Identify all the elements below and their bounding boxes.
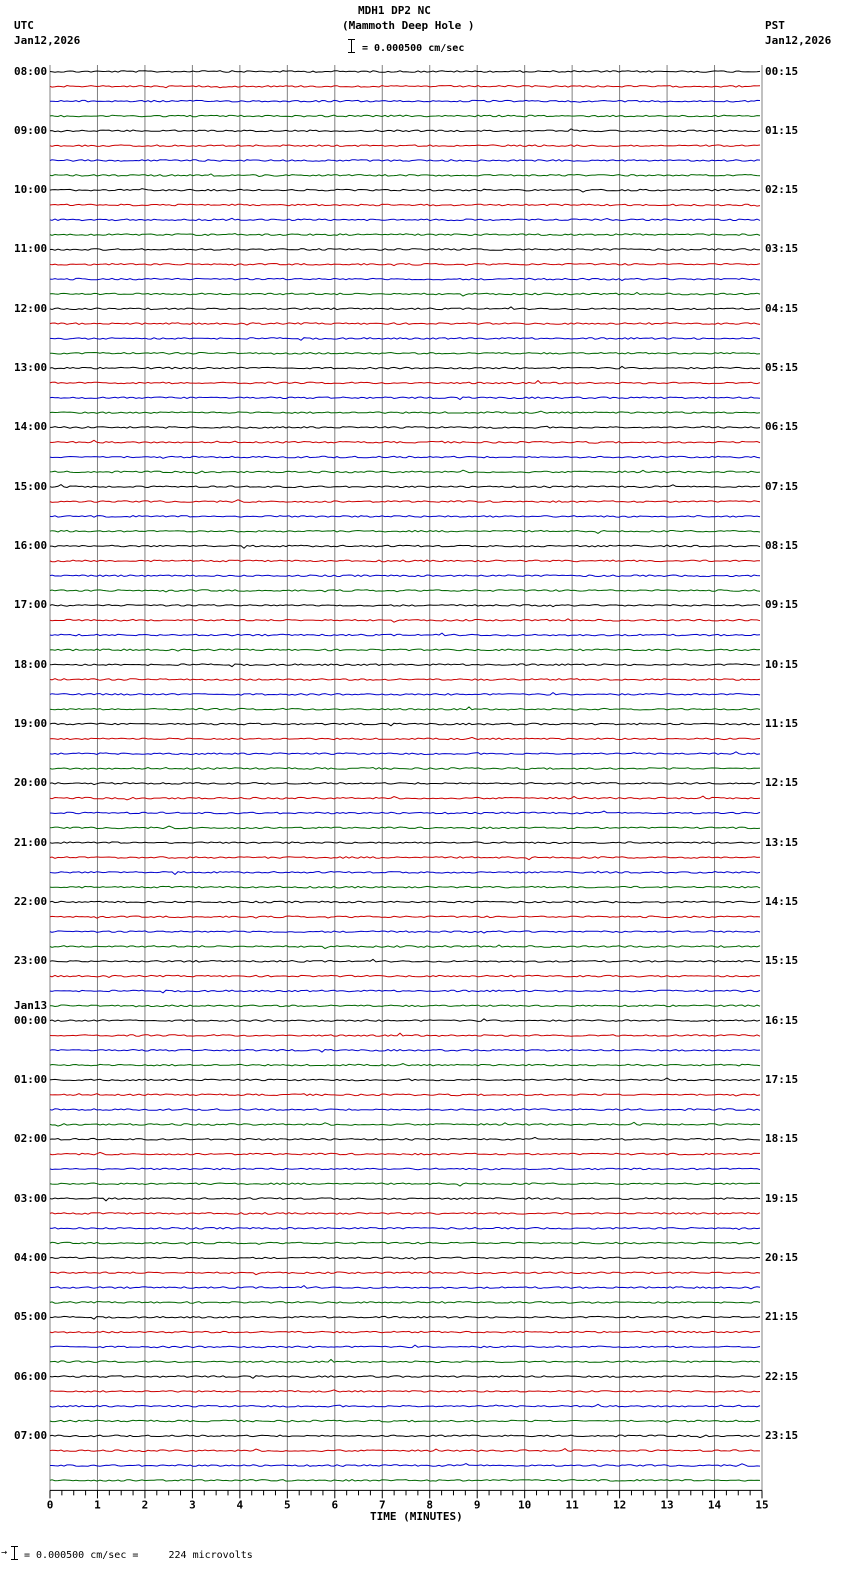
pst-hour-label: 22:15 [765, 1369, 799, 1383]
seismic-trace [50, 693, 760, 696]
footer-scale-bar-icon [14, 1546, 15, 1560]
utc-hour-label: 22:00 [14, 894, 48, 908]
pst-hour-label: 14:15 [765, 894, 799, 908]
pst-hour-label: 07:15 [765, 479, 799, 493]
x-tick-label: 0 [46, 1498, 54, 1512]
utc-hour-label: 19:00 [14, 717, 48, 731]
seismic-trace [50, 679, 760, 681]
seismic-trace [50, 353, 760, 355]
seismic-trace [50, 1033, 760, 1036]
seismic-trace [50, 86, 760, 88]
seismic-trace [50, 1183, 760, 1186]
pst-hour-label: 18:15 [765, 1132, 799, 1146]
seismic-trace [50, 842, 760, 844]
seismic-trace [50, 1122, 760, 1126]
x-tick-label: 13 [660, 1498, 674, 1512]
seismic-trace [50, 575, 760, 577]
seismic-trace [50, 796, 760, 800]
seismic-trace [50, 440, 760, 443]
seismic-trace [50, 1376, 760, 1379]
pst-hour-label: 10:15 [765, 657, 799, 671]
utc-hour-label: 21:00 [14, 835, 48, 849]
pst-hour-label: 23:15 [765, 1428, 799, 1442]
pst-hour-label: 19:15 [765, 1191, 799, 1205]
utc-hour-label: 20:00 [14, 776, 48, 790]
utc-hour-label: 07:00 [14, 1428, 48, 1442]
pst-hour-label: 01:15 [765, 123, 799, 137]
utc-hour-label: 11:00 [14, 242, 48, 256]
seismic-trace [50, 1228, 760, 1230]
seismic-trace [50, 1078, 760, 1081]
seismic-trace [50, 1242, 760, 1244]
seismic-trace [50, 1271, 760, 1274]
seismic-trace [50, 426, 760, 428]
seismic-trace [50, 901, 760, 903]
seismic-trace [50, 1464, 760, 1467]
seismic-trace [50, 307, 760, 310]
pst-hour-label: 21:15 [765, 1310, 799, 1324]
x-tick-label: 3 [189, 1498, 196, 1512]
utc-hour-label: 13:00 [14, 361, 48, 375]
pst-hour-label: 05:15 [765, 361, 799, 375]
seismic-trace [50, 975, 760, 977]
trace-group [50, 71, 760, 1481]
seismic-trace [50, 530, 760, 533]
seismic-trace [50, 366, 760, 369]
pst-hour-label: 17:15 [765, 1072, 799, 1086]
x-tick-label: 1 [94, 1498, 101, 1512]
x-tick-label: 8 [426, 1498, 434, 1512]
seismic-trace [50, 1137, 760, 1140]
seismic-trace [50, 234, 760, 236]
seismic-trace [50, 811, 760, 814]
seismic-trace [50, 1331, 760, 1333]
pst-hour-label: 03:15 [765, 242, 799, 256]
seismic-trace [50, 338, 760, 341]
seismic-trace [50, 1390, 760, 1392]
seismic-trace [50, 71, 760, 73]
left-date: Jan12,2026 [14, 34, 81, 47]
time-axis [47, 1490, 769, 1511]
seismic-trace [50, 768, 760, 770]
seismic-trace [50, 381, 760, 384]
x-tick-label: 7 [378, 1498, 386, 1512]
seismic-trace [50, 560, 760, 562]
site-subtitle: (Mammoth Deep Hole ) [342, 19, 475, 32]
seismic-trace [50, 323, 760, 325]
seismic-trace [50, 945, 760, 949]
pst-hour-label: 11:15 [765, 717, 799, 731]
x-tick-label: 2 [141, 1498, 149, 1512]
utc-hour-label: 23:00 [14, 954, 48, 968]
seismic-trace [50, 411, 760, 413]
date-change-label: Jan13 [14, 998, 48, 1012]
seismic-trace [50, 1302, 760, 1304]
seismic-trace [50, 931, 760, 933]
utc-hour-label: 17:00 [14, 598, 48, 612]
seismic-trace [50, 1109, 760, 1111]
seismic-trace [50, 500, 760, 503]
seismic-trace [50, 516, 760, 518]
seismic-trace [50, 1404, 760, 1407]
seismic-trace [50, 1435, 760, 1438]
x-tick-label: 9 [473, 1498, 481, 1512]
seismic-trace [50, 1005, 760, 1007]
pst-hour-label: 06:15 [765, 420, 799, 434]
seismic-trace [50, 470, 760, 473]
seismic-trace [50, 783, 760, 785]
utc-hour-label: 10:00 [14, 183, 48, 197]
seismic-trace [50, 485, 760, 488]
footer-scale-bar-cap-top [11, 1546, 18, 1547]
utc-hour-label: 02:00 [14, 1132, 48, 1146]
seismic-trace [50, 1359, 760, 1362]
pst-hour-label: 04:15 [765, 301, 799, 315]
x-tick-label: 10 [518, 1498, 532, 1512]
x-tick-label: 12 [612, 1498, 627, 1512]
right-date: Jan12,2026 [765, 34, 832, 47]
pst-hour-label: 16:15 [765, 1013, 799, 1027]
seismic-trace [50, 664, 760, 667]
utc-hour-label: 18:00 [14, 657, 48, 671]
seismic-trace [50, 1168, 760, 1170]
right-timezone: PST [765, 19, 785, 32]
seismic-trace [50, 160, 760, 162]
seismic-trace [50, 1316, 760, 1319]
seismic-trace [50, 826, 760, 829]
utc-hour-label: 06:00 [14, 1369, 48, 1383]
station-title: MDH1 DP2 NC [358, 4, 431, 17]
seismic-trace [50, 590, 760, 592]
x-axis-title: TIME (MINUTES) [370, 1510, 463, 1523]
seismic-trace [50, 456, 760, 458]
pst-hour-label: 08:15 [765, 539, 799, 553]
seismic-trace [50, 707, 760, 710]
seismic-trace [50, 619, 760, 622]
seismic-trace [50, 649, 760, 651]
seismic-trace [50, 189, 760, 193]
utc-hour-label: 16:00 [14, 539, 48, 553]
seismic-trace [50, 1420, 760, 1422]
utc-hour-label: 00:00 [14, 1013, 48, 1027]
x-tick-label: 6 [331, 1498, 339, 1512]
pst-hour-label: 09:15 [765, 598, 799, 612]
seismic-trace [50, 916, 760, 918]
x-tick-label: 11 [565, 1498, 579, 1512]
seismic-trace [50, 1345, 760, 1348]
seismic-trace [50, 1050, 760, 1053]
scale-label: = 0.000500 cm/sec [362, 43, 465, 54]
seismic-trace [50, 204, 760, 206]
utc-hour-label: 14:00 [14, 420, 48, 434]
seismic-trace [50, 1198, 760, 1201]
x-tick-label: 4 [236, 1498, 244, 1512]
footer-scale-icon: → [1, 1547, 8, 1558]
utc-hour-label: 05:00 [14, 1310, 48, 1324]
seismic-trace [50, 990, 760, 993]
seismic-trace [50, 100, 760, 102]
seismic-trace [50, 1257, 760, 1259]
seismic-trace [50, 129, 760, 132]
seismic-trace [50, 886, 760, 888]
seismic-trace [50, 397, 760, 400]
pst-hour-label: 13:15 [765, 835, 799, 849]
seismic-trace [50, 1213, 760, 1215]
seismic-trace [50, 1152, 760, 1155]
seismic-trace [50, 1286, 760, 1289]
pst-hour-label: 02:15 [765, 183, 799, 197]
seismic-trace [50, 723, 760, 726]
pst-hour-label: 12:15 [765, 776, 799, 790]
seismic-trace [50, 218, 760, 220]
seismic-trace [50, 857, 760, 860]
utc-hour-label: 09:00 [14, 123, 48, 137]
seismic-trace [50, 264, 760, 266]
utc-hour-label: 08:00 [14, 64, 48, 78]
seismic-trace [50, 1480, 760, 1482]
utc-hour-label: 03:00 [14, 1191, 48, 1205]
pst-hour-label: 00:15 [765, 64, 799, 78]
seismic-trace [50, 1064, 760, 1066]
seismic-trace [50, 293, 760, 297]
utc-hour-label: 01:00 [14, 1072, 48, 1086]
x-tick-label: 14 [707, 1498, 722, 1512]
utc-hour-label: 12:00 [14, 301, 48, 315]
footer-scale-label: = 0.000500 cm/sec = 224 microvolts [24, 1550, 253, 1561]
left-timezone: UTC [14, 19, 34, 32]
footer-scale-bar-cap-bottom [11, 1559, 18, 1560]
seismic-trace [50, 174, 760, 177]
seismic-trace [50, 737, 760, 739]
seismic-trace [50, 633, 760, 636]
seismic-trace [50, 278, 760, 280]
seismic-trace [50, 605, 760, 607]
seismic-trace [50, 145, 760, 147]
x-tick-label: 5 [284, 1498, 291, 1512]
seismic-trace [50, 115, 760, 117]
seismic-trace [50, 752, 760, 755]
x-tick-label: 15 [755, 1498, 769, 1512]
seismic-trace [50, 959, 760, 962]
seismic-trace [50, 1019, 760, 1022]
seismic-trace [50, 871, 760, 874]
seismic-trace [50, 249, 760, 251]
seismic-trace [50, 1449, 760, 1452]
pst-hour-label: 20:15 [765, 1250, 799, 1264]
pst-hour-label: 15:15 [765, 954, 799, 968]
utc-hour-label: 15:00 [14, 479, 48, 493]
utc-hour-label: 04:00 [14, 1250, 48, 1264]
seismic-trace [50, 1094, 760, 1096]
seismic-trace [50, 545, 760, 548]
